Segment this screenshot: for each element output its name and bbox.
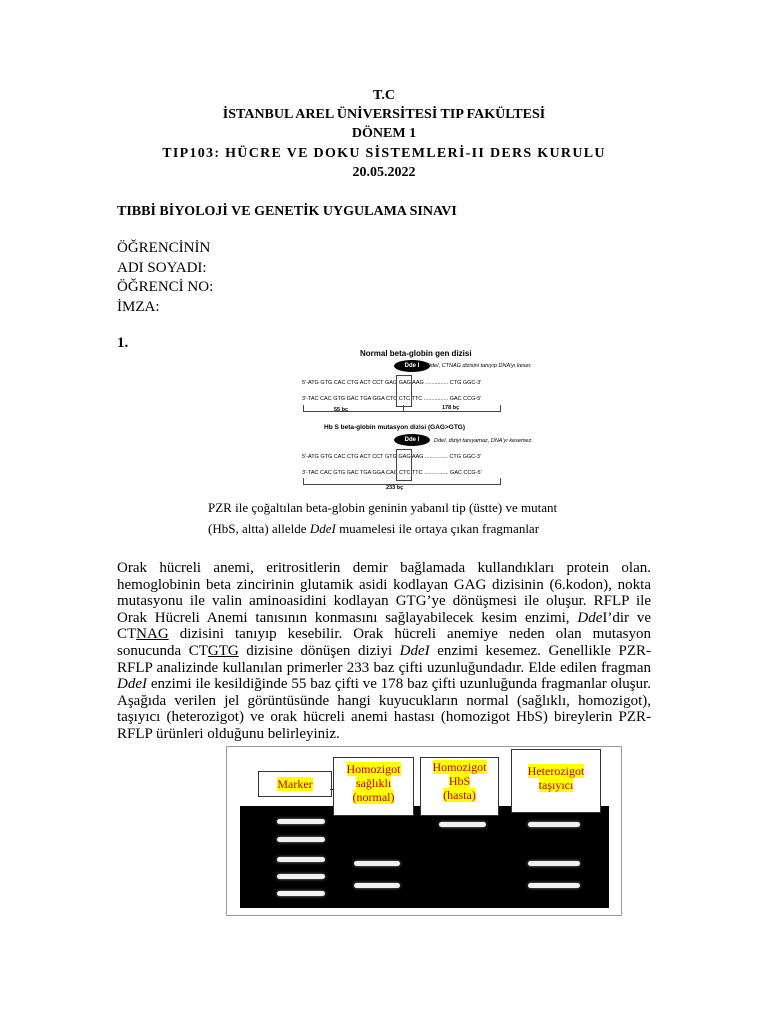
normal-bracket	[303, 405, 501, 412]
student-no-label: ÖĞRENCİ NO:	[117, 279, 214, 295]
dna-figure	[300, 347, 533, 497]
marker-band	[277, 857, 325, 862]
mutant-bracket	[303, 478, 501, 485]
hbs-lane-band-233	[439, 822, 486, 827]
marker-band	[277, 837, 325, 842]
normal-seq-3: 3'-TAC CAC GTG GAC TGA GGA CTC CTC TTC ................ GAC CCG-5'	[302, 396, 482, 402]
lane-homozygous-normal-label: Homozigot sağlıklı (normal)	[346, 762, 401, 804]
heterozygous-lane-band-55	[528, 883, 580, 888]
fragment-178: 178 bç	[442, 405, 460, 411]
ddei-enzyme-badge-top: Dde I	[394, 360, 430, 372]
header-date: 20.05.2022	[352, 165, 416, 180]
mutant-gene-title: Hb S beta-globin mutasyon dizisi (GAG>GTG)	[324, 424, 466, 431]
marker-band	[277, 874, 325, 879]
question-paragraph: Orak hücreli anemi, eritrositlerin demir bağlamada kullandıkları protein olan. hemoglobinin beta zincirinin glutamik asidi kodlayan GAG dizisinin (6.kodon), nokta mutasyonu ile valin aminoasidini kodlayan GTG’ye dönüşmesi ile oluşur. RFLP ile Orak Hücreli Anemi tanısının konmasını sağlayabilecek kesim enzimi, DdeI’dir ve CTNAG dizisini tanıyıp kesebilir. Orak hücreli anemiye neden olan mutasyon sonucunda CTGTG dizisine dönüşen diziyi DdeI enzimi kesemez. Genellikle PZR-RFLP analizinde kullanılan primerler 233 baz çifti uzunluğundadır. Elde edilen fragman DdeI enzimi ile kesildiğinde 55 baz çifti ve 178 baz çifti uzunluğunda fragmanlar oluşur. Aşağıda verilen jel görüntüsünde hangi kuyucukların normal (sağlıklı, homozigot), taşıyıcı (heterozigot) ve orak hücreli anemi hastası (homozigot HbS) bireylerin PZR-RFLP ürünleri olduğunu belirleyiniz.	[117, 560, 652, 742]
exam-title: TIBBİ BİYOLOJİ VE GENETİK UYGULAMA SINAVI	[117, 204, 457, 219]
marker-label: Marker	[277, 777, 313, 791]
mutant-seq-3: 3'-TAC CAC GTG GAC TGA GGA CAC CTC TTC ................ GAC CCG-5'	[302, 470, 482, 476]
header-term: DÖNEM 1	[351, 126, 417, 141]
mutant-note: DdeI, diziyi tanıyamaz, DNA'yı kesemez.	[434, 438, 533, 444]
cut-site-box-top	[396, 375, 412, 407]
heterozygous-lane-band-233	[528, 822, 580, 827]
figure-caption-line2: (HbS, altta) allelde DdeI muamelesi ile ortaya çıkan fragmanlar	[208, 521, 540, 536]
figure-caption-line1: PZR ile çoğaltılan beta-globin geninin yabanıl tip (üstte) ve mutant	[208, 500, 558, 515]
lane-homozygous-hbs-well	[420, 757, 499, 816]
normal-note: DdeI, CTNAG dizisini tanıyıp DNA'yı keser.	[427, 363, 532, 369]
lane-homozygous-normal-well	[333, 757, 414, 816]
name-label: ADI SOYADI:	[117, 260, 207, 276]
normal-lane-band-55	[354, 883, 400, 888]
marker-band	[277, 819, 325, 824]
normal-lane-band-178	[354, 861, 400, 866]
header-university: İSTANBUL AREL ÜNİVERSİTESİ TIP FAKÜLTESİ	[222, 107, 546, 122]
cut-site-box-bottom	[396, 449, 412, 481]
gel-figure	[226, 746, 622, 916]
mutant-seq-5: 5'-ATG GTG CAC CTG ACT CCT GTG GAG AAG ............... CTG GGC-3'	[302, 454, 482, 460]
question-number: 1.	[117, 335, 129, 351]
fragment-55: 55 bç	[334, 407, 349, 413]
marker-band	[277, 891, 325, 896]
student-label: ÖĞRENCİNİN	[117, 240, 211, 256]
lane-heterozygous-label: Heterozigot taşıyıcı	[527, 764, 585, 792]
lane-heterozygous-well	[511, 749, 601, 813]
header-line-tc: T.C	[373, 88, 395, 103]
signature-label: İMZA:	[117, 299, 160, 315]
lane-homozygous-hbs-label: Homozigot HbS (hasta)	[432, 760, 487, 802]
header-course: TIP103: HÜCRE VE DOKU SİSTEMLERİ-II DERS KURULU	[162, 146, 606, 161]
ddei-enzyme-badge-bottom: Dde I	[394, 434, 430, 446]
normal-seq-5: 5'-ATG GTG CAC CTG ACT CCT GAG GAG AAG ............... CTG GGC-3'	[302, 380, 482, 386]
heterozygous-lane-band-178	[528, 861, 580, 866]
fragment-233: 233 bç	[386, 485, 404, 491]
normal-bracket-split	[403, 405, 404, 412]
normal-gene-title: Normal beta-globin gen dizisi	[360, 349, 472, 358]
marker-well	[258, 771, 332, 797]
